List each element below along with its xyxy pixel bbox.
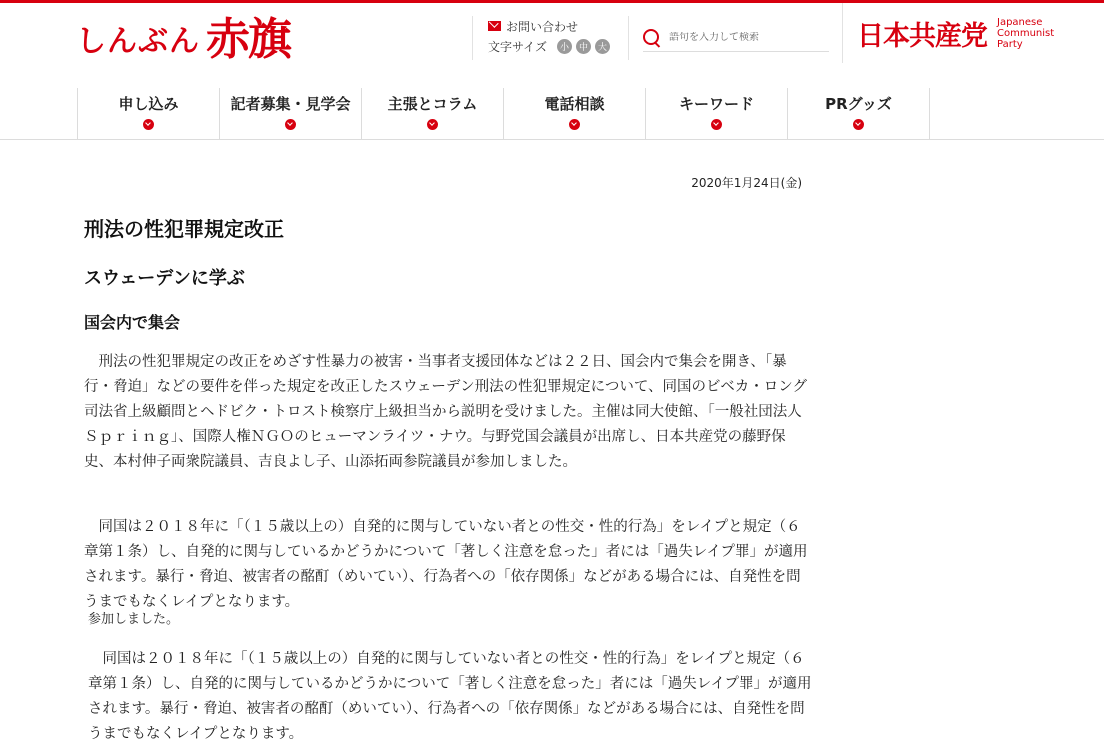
nav-label: 申し込み bbox=[118, 95, 179, 113]
party-name-jp: 日本共産党 bbox=[857, 20, 987, 52]
article-subtitle: スウェーデンに学ぶ bbox=[84, 268, 245, 289]
party-name-en-line2: Communist bbox=[997, 27, 1055, 39]
site-logo[interactable] bbox=[76, 10, 290, 66]
logo-kanji: 赤旗 bbox=[206, 14, 290, 65]
nav-label: 主張とコラム bbox=[387, 95, 478, 113]
party-name-en-line3: Party bbox=[997, 38, 1023, 50]
chevron-down-icon bbox=[143, 119, 154, 130]
article-paragraph: 参加しました。 bbox=[88, 612, 180, 627]
text-size-label: 文字サイズ bbox=[488, 39, 548, 54]
article-date: 2020年1月24日(金) bbox=[691, 176, 802, 190]
contact-label: お問い合わせ bbox=[506, 19, 579, 34]
chevron-down-icon bbox=[285, 119, 296, 130]
party-name-en bbox=[997, 17, 1054, 50]
nav-label: 記者募集・見学会 bbox=[230, 95, 351, 113]
party-logo[interactable] bbox=[842, 3, 1104, 63]
text-size-medium-button[interactable]: 中 bbox=[576, 39, 591, 54]
article-paragraph: 刑法の性犯罪規定の改正をめざす性暴力の被害・当事者支援団体などは２２日、国会内で集会を開き、「暴行・脅迫」などの要件を伴った規定を改正したスウェーデン刑法の性犯罪規定について、同国のビベカ・ロング司法省上級顧問とヘドビク・トロスト検察庁上級担当から説明を受けました。主催は同大使館、「一般社団法人Ｓｐｒｉｎｇ」、国際人権ＮＧＯのヒューマンライツ・ナウ。与野党国会議員が出席し、日本共産党の藤野保史、本村伸子両衆院議員、吉良よし子、山添拓両参院議員が参加しました。 bbox=[84, 354, 807, 470]
nav-label: キーワード bbox=[678, 95, 754, 113]
contact-link[interactable] bbox=[488, 16, 628, 36]
search-input[interactable] bbox=[669, 32, 819, 43]
article-subheading: 国会内で集会 bbox=[84, 313, 181, 332]
nav-item-recruitment[interactable] bbox=[219, 88, 361, 139]
nav-item-editorials[interactable] bbox=[361, 88, 503, 139]
search-box bbox=[643, 24, 829, 52]
article-paragraph: 同国は２０１８年に「（１５歳以上の）自発的に関与していない者との性交・性的行為」をレイプと規定（６章第１条）し、自発的に関与しているかどうかについて「著しく注意を怠った」者には「過失レイプ罪」が適用されます。暴行・脅迫、被害者の酩酊（めいてい）、行為者への「依存関係」などがある場合には、自発性を問うまでもなくレイプとなります。 bbox=[88, 651, 812, 742]
chevron-down-icon bbox=[569, 119, 580, 130]
nav-item-keywords[interactable] bbox=[645, 88, 787, 139]
party-name-en-line1: Japanese bbox=[997, 16, 1043, 28]
chevron-down-icon bbox=[711, 119, 722, 130]
nav-item-subscribe[interactable] bbox=[77, 88, 219, 139]
nav-label: 電話相談 bbox=[544, 95, 605, 113]
mail-icon bbox=[488, 21, 501, 31]
text-size-large-button[interactable]: 大 bbox=[595, 39, 610, 54]
article-paragraph: 同国は２０１８年に「（１５歳以上の）自発的に関与していない者との性交・性的行為」をレイプと規定（６章第１条）し、自発的に関与しているかどうかについて「著しく注意を怠った」者には「過失レイプ罪」が適用されます。暴行・脅迫、被害者の酩酊（めいてい）、行為者への「依存関係」などがある場合には、自発性を問うまでもなくレイプとなります。 bbox=[84, 519, 808, 610]
search-icon[interactable] bbox=[643, 29, 661, 47]
nav-item-pr-goods[interactable] bbox=[787, 88, 930, 139]
article-title: 刑法の性犯罪規定改正 bbox=[84, 217, 284, 241]
text-size-small-button[interactable]: 小 bbox=[557, 39, 572, 54]
chevron-down-icon bbox=[853, 119, 864, 130]
chevron-down-icon bbox=[427, 119, 438, 130]
text-size-control bbox=[488, 36, 628, 56]
nav-item-phone-consult[interactable] bbox=[503, 88, 645, 139]
main-nav bbox=[0, 88, 1104, 140]
utility-bar bbox=[472, 16, 628, 60]
nav-label: PRグッズ bbox=[825, 95, 892, 113]
logo-kana: しんぶん bbox=[76, 24, 200, 59]
search-area bbox=[628, 16, 842, 60]
